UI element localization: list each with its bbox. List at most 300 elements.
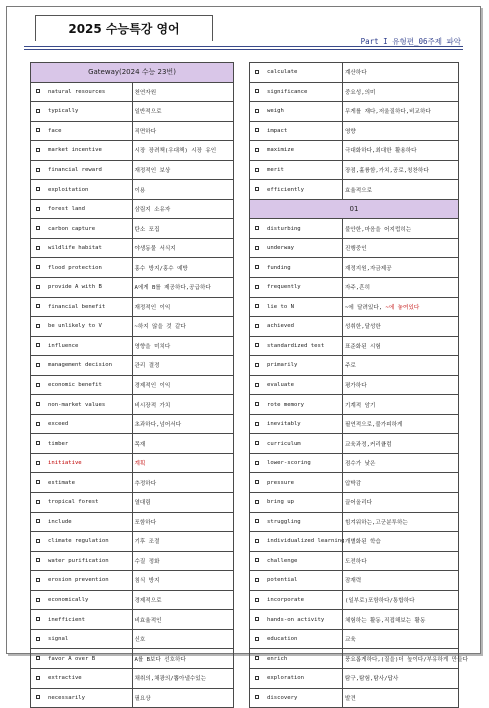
english-word: potential — [267, 577, 298, 584]
korean-meaning: 필요상 — [134, 695, 151, 702]
english-word: wildlife habitat — [48, 245, 102, 252]
korean-meaning: ~에 달려있다, — [345, 304, 386, 311]
word-cell — [250, 121, 343, 141]
meaning-cell — [132, 160, 234, 180]
vocab-row — [31, 571, 234, 591]
checkbox-icon[interactable] — [36, 148, 40, 152]
checkbox-icon[interactable] — [255, 187, 259, 191]
word-cell — [250, 238, 343, 258]
korean-meaning: 힘겨워하는,고군분투하는 — [345, 519, 408, 526]
word-cell — [31, 610, 133, 630]
word-cell — [31, 473, 133, 493]
english-word: underway — [267, 245, 294, 252]
word-cell — [250, 551, 343, 571]
korean-meaning: 장점,훌륭함,가치,공로,칭찬하다 — [345, 168, 429, 174]
meaning-cell — [343, 375, 459, 395]
english-word: include — [48, 518, 72, 525]
vocab-row — [31, 668, 234, 688]
word-cell — [31, 336, 133, 356]
vocab-row — [31, 219, 234, 239]
english-word: forest land — [48, 206, 86, 213]
word-cell — [31, 512, 133, 532]
english-word: extractive — [48, 675, 82, 682]
checkbox-icon[interactable] — [255, 246, 259, 250]
word-cell — [31, 141, 133, 161]
section-subtitle: Part I 유형편_06주제 파악 — [360, 37, 461, 46]
checkbox-icon[interactable] — [255, 363, 259, 367]
word-cell — [31, 160, 133, 180]
korean-meaning: 잠재력 — [345, 578, 362, 585]
vocab-row — [31, 453, 234, 473]
checkbox-icon[interactable] — [255, 265, 259, 269]
checkbox-icon[interactable] — [36, 383, 40, 387]
checkbox-icon[interactable] — [255, 383, 259, 387]
korean-meaning: 추정하다 — [134, 480, 157, 487]
korean-meaning: 표준화된 시험 — [345, 343, 381, 350]
vocab-row — [31, 180, 234, 200]
vocab-row — [250, 63, 459, 83]
word-cell — [250, 434, 343, 454]
korean-meaning: 계산하다 — [345, 70, 367, 77]
checkbox-icon[interactable] — [36, 461, 40, 465]
english-word: struggling — [267, 518, 301, 525]
word-cell — [31, 668, 133, 688]
meaning-cell — [132, 258, 234, 278]
word-cell — [31, 434, 133, 454]
vocab-row — [250, 493, 459, 513]
korean-meaning: 끌어올리다 — [345, 500, 373, 507]
word-cell — [250, 512, 343, 532]
word-cell — [250, 356, 343, 376]
english-word: pressure — [267, 479, 294, 486]
meaning-cell — [343, 278, 459, 298]
english-word: financial reward — [48, 167, 102, 173]
header-rule-2 — [24, 49, 463, 50]
vocab-row — [31, 493, 234, 513]
checkbox-icon[interactable] — [36, 89, 40, 93]
checkbox-icon[interactable] — [255, 441, 259, 445]
word-cell — [31, 375, 133, 395]
meaning-cell — [132, 668, 234, 688]
meaning-cell — [132, 473, 234, 493]
vocab-row — [250, 434, 459, 454]
checkbox-icon[interactable] — [255, 598, 259, 602]
checkbox-icon[interactable] — [36, 695, 40, 699]
checkbox-icon[interactable] — [255, 422, 259, 426]
word-cell — [250, 532, 343, 552]
english-word: lie to N — [267, 303, 294, 310]
checkbox-icon[interactable] — [36, 558, 40, 562]
checkbox-icon[interactable] — [255, 168, 259, 172]
vocab-row — [250, 297, 459, 317]
meaning-cell — [132, 453, 234, 473]
korean-meaning: 영향 — [345, 128, 356, 135]
korean-meaning: 재정지원,자금제공 — [345, 265, 392, 272]
english-word: necessarily — [48, 694, 86, 701]
vocab-row — [31, 610, 234, 630]
meaning-cell — [343, 82, 459, 102]
meaning-cell — [343, 219, 459, 239]
korean-meaning: 풍요롭게하다,(질을)더 높이다/부유하게 만들다 — [345, 656, 468, 663]
checkbox-icon[interactable] — [36, 656, 40, 660]
checkbox-icon[interactable] — [255, 89, 259, 93]
english-word: economically — [48, 597, 89, 604]
korean-meaning: 영향을 미치다 — [134, 343, 171, 350]
korean-meaning: A에게 B를 제공하다,공급하다 — [134, 285, 211, 292]
english-word: face — [48, 127, 62, 134]
english-word: management decision — [48, 362, 112, 369]
korean-meaning: 교육 — [345, 637, 356, 644]
left-vocab-table — [30, 62, 234, 708]
korean-meaning: 경제적인 이익 — [134, 383, 171, 390]
meaning-cell — [343, 551, 459, 571]
meaning-cell — [343, 160, 459, 180]
korean-meaning: 진행중인 — [345, 246, 367, 253]
word-cell — [31, 317, 133, 337]
english-word: primarily — [267, 362, 298, 369]
korean-meaning: 목재 — [134, 441, 146, 448]
checkbox-icon[interactable] — [36, 324, 40, 328]
meaning-cell — [343, 688, 459, 708]
vocab-row — [250, 395, 459, 415]
word-cell — [31, 453, 133, 473]
checkbox-icon[interactable] — [36, 480, 40, 484]
word-cell — [250, 414, 343, 434]
vocab-row — [250, 551, 459, 571]
vocab-row — [250, 590, 459, 610]
checkbox-icon[interactable] — [255, 539, 259, 543]
meaning-cell — [132, 317, 234, 337]
korean-meaning: 기후 조절 — [134, 539, 160, 546]
checkbox-icon[interactable] — [36, 539, 40, 543]
korean-meaning: 일반적으로 — [134, 109, 162, 116]
english-word: non-market values — [48, 401, 106, 408]
meaning-cell — [132, 219, 234, 239]
word-cell — [31, 238, 133, 258]
checkbox-icon[interactable] — [255, 343, 259, 347]
word-cell — [31, 297, 133, 317]
vocab-row — [31, 317, 234, 337]
word-cell — [250, 395, 343, 415]
checkbox-icon[interactable] — [36, 637, 40, 641]
korean-meaning-highlight: ~에 놓여있다 — [385, 304, 420, 311]
vocab-row — [31, 238, 234, 258]
checkbox-icon[interactable] — [36, 246, 40, 250]
checkbox-icon[interactable] — [36, 578, 40, 582]
vocab-row — [31, 199, 234, 219]
english-word: inevitably — [267, 421, 301, 428]
meaning-cell — [343, 590, 459, 610]
korean-meaning: 필연적으로,불가피하게 — [345, 422, 403, 429]
meaning-cell — [132, 102, 234, 122]
vocab-row — [31, 82, 234, 102]
meaning-cell — [343, 453, 459, 473]
english-word: standardized test — [267, 342, 325, 349]
checkbox-icon[interactable] — [36, 187, 40, 191]
checkbox-icon[interactable] — [36, 207, 40, 211]
korean-meaning: 개별화된 학습 — [345, 539, 381, 546]
english-word: bring up — [267, 499, 294, 506]
korean-meaning: 무게를 재다,저울질하다,비교하다 — [345, 109, 431, 116]
checkbox-icon[interactable] — [255, 558, 259, 562]
korean-meaning: 중요성,의미 — [345, 89, 376, 96]
meaning-cell — [132, 297, 234, 317]
english-word: achieved — [267, 323, 294, 330]
korean-meaning: 관리 결정 — [134, 363, 160, 370]
checkbox-icon[interactable] — [36, 500, 40, 504]
english-word: disturbing — [267, 225, 301, 232]
english-word: exploitation — [48, 186, 89, 193]
vocab-row — [250, 336, 459, 356]
word-cell — [250, 688, 343, 708]
meaning-cell — [132, 649, 234, 669]
checkbox-icon[interactable] — [255, 461, 259, 465]
checkbox-icon[interactable] — [36, 402, 40, 406]
checkbox-icon[interactable] — [255, 617, 259, 621]
vocab-row — [31, 278, 234, 298]
meaning-cell — [343, 649, 468, 669]
korean-meaning: 발견 — [345, 695, 356, 702]
korean-meaning: 탐구,탐험,탐사/답사 — [345, 676, 399, 683]
english-word: weigh — [267, 108, 284, 115]
checkbox-icon[interactable] — [255, 676, 259, 680]
english-word: lower-scoring — [267, 460, 311, 467]
checkbox-icon[interactable] — [36, 363, 40, 367]
korean-meaning: 도전하다 — [345, 558, 367, 565]
english-word: inefficient — [48, 616, 86, 623]
english-word: education — [267, 636, 298, 643]
word-cell — [31, 493, 133, 513]
english-word: enrich — [267, 655, 288, 662]
word-cell — [250, 610, 343, 630]
meaning-cell — [343, 532, 459, 552]
word-cell — [31, 629, 133, 649]
checkbox-icon[interactable] — [255, 285, 259, 289]
meaning-cell — [343, 297, 459, 317]
word-cell — [31, 180, 133, 200]
checkbox-icon[interactable] — [36, 168, 40, 172]
checkbox-icon[interactable] — [255, 109, 259, 113]
meaning-cell — [343, 512, 459, 532]
word-cell — [250, 668, 343, 688]
vocab-row — [31, 629, 234, 649]
english-word: efficiently — [267, 186, 305, 193]
meaning-cell — [343, 668, 459, 688]
checkbox-icon[interactable] — [255, 226, 259, 230]
vocab-row — [31, 551, 234, 571]
meaning-cell — [343, 63, 459, 83]
korean-meaning: 효율적으로 — [345, 187, 373, 194]
english-word: incorporate — [267, 597, 305, 604]
english-word: natural resources — [48, 88, 106, 95]
checkbox-icon[interactable] — [36, 304, 40, 308]
section-title: 01 — [250, 199, 459, 219]
checkbox-icon[interactable] — [255, 304, 259, 308]
vocab-row — [250, 258, 459, 278]
checkbox-icon[interactable] — [255, 656, 259, 660]
vocab-row — [31, 473, 234, 493]
word-cell — [250, 629, 343, 649]
vocab-row — [250, 141, 459, 161]
word-cell — [31, 356, 133, 376]
korean-meaning: 신호 — [134, 637, 146, 644]
word-cell — [250, 649, 343, 669]
english-word: timber — [48, 440, 69, 447]
korean-meaning: 재정적인 보상 — [134, 168, 171, 174]
english-word: challenge — [267, 557, 298, 564]
vocab-row — [250, 278, 459, 298]
vocab-row — [250, 375, 459, 395]
word-cell — [250, 473, 343, 493]
checkbox-icon[interactable] — [36, 519, 40, 523]
meaning-cell — [343, 434, 459, 454]
vocab-row — [250, 571, 459, 591]
english-word: economic benefit — [48, 382, 102, 389]
english-word: erosion prevention — [48, 577, 109, 584]
vocab-row — [31, 532, 234, 552]
checkbox-icon[interactable] — [255, 148, 259, 152]
checkbox-icon[interactable] — [36, 285, 40, 289]
section-header-row — [250, 199, 459, 219]
checkbox-icon[interactable] — [36, 109, 40, 113]
vocab-row — [250, 82, 459, 102]
meaning-cell — [132, 629, 234, 649]
korean-meaning: 채취의,채광의/뽑아낼수있는 — [134, 676, 207, 683]
word-cell — [250, 336, 343, 356]
meaning-cell — [343, 610, 459, 630]
vocab-row — [31, 512, 234, 532]
english-word: individualized learning — [267, 538, 345, 545]
korean-meaning: 천연자원 — [134, 89, 157, 96]
english-word: hands-on activity — [267, 616, 325, 623]
meaning-cell — [343, 336, 459, 356]
checkbox-icon[interactable] — [36, 343, 40, 347]
checkbox-icon[interactable] — [36, 676, 40, 680]
korean-meaning: 교육과정,커리큘럼 — [345, 441, 392, 448]
checkbox-icon[interactable] — [255, 500, 259, 504]
meaning-cell — [132, 512, 234, 532]
korean-meaning: 침식 방지 — [134, 578, 160, 585]
checkbox-icon[interactable] — [255, 324, 259, 328]
english-word: calculate — [267, 69, 298, 76]
english-word: rote memory — [267, 401, 305, 408]
vocab-row — [31, 356, 234, 376]
word-cell — [31, 102, 133, 122]
checkbox-icon[interactable] — [36, 598, 40, 602]
english-word: estimate — [48, 479, 75, 486]
korean-meaning: 재정적인 이익 — [134, 304, 171, 311]
english-word: climate regulation — [48, 538, 109, 545]
korean-meaning: 경제적으로 — [134, 598, 162, 605]
checkbox-icon[interactable] — [36, 226, 40, 230]
word-cell — [31, 571, 133, 591]
english-word: be unlikely to V — [48, 323, 102, 330]
english-word: flood protection — [48, 264, 102, 271]
word-cell — [31, 219, 133, 239]
word-cell — [250, 82, 343, 102]
meaning-cell — [343, 414, 459, 434]
korean-meaning: 기계적 암기 — [345, 402, 376, 409]
vocab-row — [250, 414, 459, 434]
english-word: water purification — [48, 557, 109, 564]
checkbox-icon[interactable] — [255, 695, 259, 699]
korean-meaning: 점수가 낮은 — [345, 461, 376, 468]
korean-meaning: (일부로)포함하다/통합하다 — [345, 598, 415, 605]
english-word: merit — [267, 167, 284, 173]
english-word: exceed — [48, 421, 69, 428]
checkbox-icon[interactable] — [255, 402, 259, 406]
checkbox-icon[interactable] — [36, 265, 40, 269]
vocab-row — [31, 121, 234, 141]
meaning-cell — [132, 688, 234, 708]
checkbox-icon[interactable] — [36, 441, 40, 445]
word-cell — [250, 590, 343, 610]
korean-meaning: 열대림 — [134, 500, 151, 507]
checkbox-icon[interactable] — [255, 128, 259, 132]
korean-meaning: 비시장적 가치 — [134, 402, 171, 409]
korean-meaning: 직면하다 — [134, 128, 157, 135]
korean-meaning: 포함하다 — [134, 519, 157, 526]
vocab-row — [250, 532, 459, 552]
meaning-cell — [343, 317, 459, 337]
korean-meaning: 비효율적인 — [134, 617, 162, 624]
vocab-row — [31, 160, 234, 180]
vocab-row — [250, 473, 459, 493]
english-word: provide A with B — [48, 284, 102, 291]
korean-meaning: 탄소 포집 — [134, 226, 160, 233]
korean-meaning: A를 B보다 선호하다 — [134, 656, 186, 663]
meaning-cell — [343, 238, 459, 258]
vocab-row — [250, 102, 459, 122]
vocab-row — [250, 238, 459, 258]
vocab-row — [31, 102, 234, 122]
checkbox-icon[interactable] — [255, 578, 259, 582]
english-word: discovery — [267, 694, 298, 701]
word-cell — [31, 532, 133, 552]
checkbox-icon[interactable] — [255, 519, 259, 523]
meaning-cell — [343, 102, 459, 122]
section-header-row — [31, 63, 234, 83]
english-word: carbon capture — [48, 225, 96, 232]
vocab-row — [250, 649, 459, 669]
word-cell — [31, 199, 133, 219]
checkbox-icon[interactable] — [255, 70, 259, 74]
checkbox-icon[interactable] — [36, 128, 40, 132]
checkbox-icon[interactable] — [255, 480, 259, 484]
checkbox-icon[interactable] — [36, 617, 40, 621]
word-cell — [31, 278, 133, 298]
meaning-cell — [132, 493, 234, 513]
meaning-cell — [343, 258, 459, 278]
korean-meaning: 불안한,마음을 어지럽히는 — [345, 226, 412, 233]
vocab-row — [31, 258, 234, 278]
korean-meaning: 압박감 — [345, 480, 362, 487]
vocab-row — [31, 375, 234, 395]
checkbox-icon[interactable] — [255, 637, 259, 641]
korean-meaning: 이용 — [134, 187, 146, 194]
meaning-cell — [132, 551, 234, 571]
word-cell — [250, 180, 343, 200]
word-cell — [250, 453, 343, 473]
vocab-row — [31, 141, 234, 161]
korean-meaning: 계획 — [134, 461, 146, 468]
vocab-row — [31, 688, 234, 708]
word-cell — [31, 395, 133, 415]
word-cell — [250, 219, 343, 239]
korean-meaning: 시장 장려책(우대책) 시장 유인 — [134, 148, 217, 155]
checkbox-icon[interactable] — [36, 422, 40, 426]
word-cell — [250, 297, 343, 317]
